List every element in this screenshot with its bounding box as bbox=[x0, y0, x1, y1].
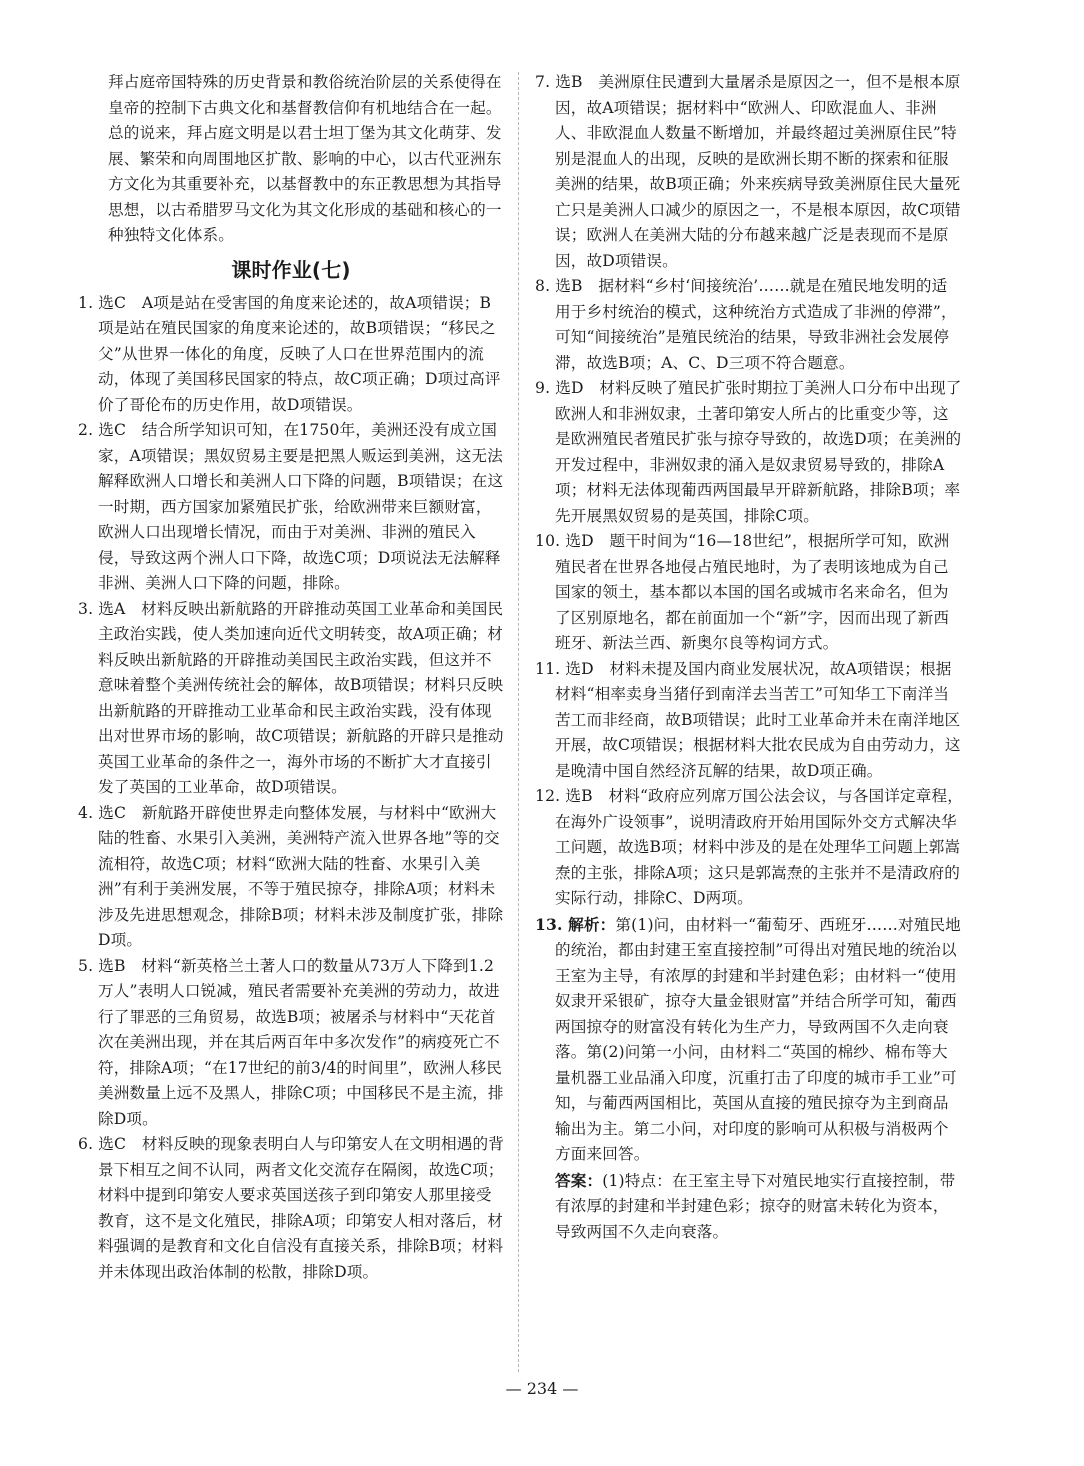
answer-item-7: 7. 选B 美洲原住民遭到大量屠杀是原因之一，但不是根本原因，故A项错误；据材料中“欧洲人、印欧混血人、非洲人、非欧混血人数量不断增加，并最终超过美洲原住民”特别是混血人的出现，反映的是欧洲长期不断的探索和征服美洲的结果，故B项正确；外来疾病导致美洲原住民大量死亡只是美洲人口减少的原因之一，不是根本原因，故C项错误；欧洲人在美洲大陆的分布越来越广泛是表现而不是原因，故D项错误。 bbox=[535, 73, 961, 270]
answer-item-9: 9. 选D 材料反映了殖民扩张时期拉丁美洲人口分布中出现了欧洲人和非洲奴隶，土著印第安人所占的比重变少等，这是欧洲殖民者殖民扩张与掠夺导致的，故选D项；在美洲的开发过程中，非洲奴隶的涌入是奴隶贸易导致的，排除A项；材料无法体现葡西两国最早开辟新航路，排除B项；率先开展黑奴贸易的是英国，排除C项。 bbox=[535, 379, 962, 525]
analysis-label: 13. 解析： bbox=[535, 914, 616, 934]
column-divider bbox=[518, 72, 519, 1372]
answer-text: (1)特点：在王室主导下对殖民地实行直接控制，带有浓厚的封建和半封建色彩；掠夺的财富未转化为资本，导致两国不久走向衰落。 bbox=[555, 1171, 956, 1241]
section-heading: 课时作业(七) bbox=[231, 257, 351, 282]
answer-item-4: 4. 选C 新航路开辟使世界走向整体发展，与材料中“欧洲大陆的牲畜、水果引入美洲，美洲特产流入世界各地”等的交流相符，故选C项；材料“欧洲大陆的牲畜、水果引入美洲”有利于美洲发展，不等于殖民掠夺，排除A项；材料未涉及先进思想观念，排除B项；材料未涉及制度扩张，排除D项。 bbox=[78, 803, 504, 949]
answer-item-5: 5. 选B 材料“新英格兰土著人口的数量从73万人下降到1.2万人”表明人口锐减，殖民者需要补充美洲的劳动力，故进行了罪恶的三角贸易，故选B项；被屠杀与材料中“天花首次在美洲出现，并在其后两百年中多次发作”的病疫死亡不符，排除A项；“在17世纪的前3/4的时间里”，欧洲人移民美洲数量上远不及黑人，排除C项；中国移民不是主流，排除D项。 bbox=[78, 956, 504, 1128]
answer-block bbox=[535, 1168, 963, 1246]
answer-label: 答案： bbox=[555, 1170, 603, 1190]
answer-item-2: 2. 选C 结合所学知识可知，在1750年，美洲还没有成立国家，A项错误；黑奴贸易主要是把黑人贩运到美洲，这无法解释欧洲人口增长和美洲人口下降的问题，B项错误；在这一时期，西方国家加紧殖民扩张，给欧洲带来巨额财富，欧洲人口出现增长情况，而由于对美洲、非洲的殖民入侵，导致这两个洲人口下降，故选C项；D项说法无法解释非洲、美洲人口下降的问题，排除。 bbox=[78, 421, 504, 592]
left-column bbox=[78, 70, 504, 1285]
answer-item-13 bbox=[535, 912, 963, 1168]
answer-item-10: 10. 选D 题干时间为“16—18世纪”，根据所学可知，欧洲殖民者在世界各地侵占殖民地时，为了表明该地成为自己国家的领土，基本都以本国的国名或城市名来命名，但为了区别原地名，都在前面加一个“新”字，因而出现了新西班牙、新法兰西、新奥尔良等构词方式。 bbox=[535, 532, 950, 652]
page-number: — 234 — bbox=[505, 1379, 579, 1398]
right-column bbox=[535, 70, 963, 1245]
intro-paragraph-1: 拜占庭帝国特殊的历史背景和教俗统治阶层的关系使得在皇帝的控制下古典文化和基督教信仰有机地结合在一起。 bbox=[108, 73, 502, 117]
analysis-text: 第(1)问，由材料一“葡萄牙、西班牙……对殖民地的统治，都由封建王室直接控制”可得出对殖民地的统治以王室为主导，有浓厚的封建和半封建色彩；由材料一“使用奴隶开采银矿，掠夺大量金银财富”并结合所学可知，葡西两国掠夺的财富没有转化为生产力，导致两国不久走向衰落。第(2)问第一小问，由材料二“英国的棉纱、棉布等大量机器工业品涌入印度，沉重打击了印度的城市手工业”可知，与葡西两国相比，英国从直接的殖民掠夺为主到商品输出为主。第二小问，对印度的影响可从积极与消极两个方面来回答。 bbox=[555, 915, 961, 1163]
answer-item-8: 8. 选B 据材料“乡村‘间接统治’……就是在殖民地发明的适用于乡村统治的模式，这种统治方式造成了非洲的停滞”，可知“间接统治”是殖民统治的结果，导致非洲社会发展停滞，故选B项；A、C、D三项不符合题意。 bbox=[535, 277, 957, 372]
answer-item-12: 12. 选B 材料“政府应列席万国公法会议，与各国详定章程，在海外广设领事”，说明清政府开始用国际外交方式解决华工问题，故选B项；材料中涉及的是在处理华工问题上郭嵩焘的主张，排除A项；这只是郭嵩焘的主张并不是清政府的实际行动，排除C、D两项。 bbox=[535, 787, 963, 907]
answer-item-1: 1. 选C A项是站在受害国的角度来论述的，故A项错误；B项是站在殖民国家的角度来论述的，故B项错误；“移民之父”从世界一体化的角度，反映了人口在世界范围内的流动，体现了美国移民国家的特点，故C项正确；D项过高评价了哥伦布的历史作用，故D项错误。 bbox=[78, 293, 501, 414]
answer-item-11: 11. 选D 材料未提及国内商业发展状况，故A项错误；根据材料“相率卖身当猪仔到南洋去当苦工”可知华工下南洋当苦工而非经商，故B项错误；此时工业革命并未在南洋地区开展，故C项错误；根据材料大批农民成为自由劳动力，这是晚清中国自然经济瓦解的结果，故D项正确。 bbox=[535, 659, 961, 780]
intro-paragraph-2: 总的说来，拜占庭文明是以君士坦丁堡为其文化萌芽、发展、繁荣和向周围地区扩散、影响的中心，以古代亚洲东方文化为其重要补充，以基督教中的东正教思想为其指导思想，以古希腊罗马文化为其文化形成的基础和核心的一种独特文化体系。 bbox=[108, 124, 502, 244]
answer-item-6: 6. 选C 材料反映的现象表明白人与印第安人在文明相遇的背景下相互之间不认同，两者文化交流存在隔阂，故选C项；材料中提到印第安人要求英国送孩子到印第安人那里接受教育，这不是文化殖民，排除A项；印第安人相对落后，材料强调的是教育和文化自信没有直接关系，排除B项；材料并未体现出政治体制的松散，排除D项。 bbox=[78, 1135, 504, 1281]
answer-item-3: 3. 选A 材料反映出新航路的开辟推动英国工业革命和美国民主政治实践，使人类加速向近代文明转变，故A项正确；材料反映出新航路的开辟推动美国民主政治实践，但这并不意味着整个美洲传统社会的解体，故B项错误；材料只反映出新航路的开辟推动工业革命和民主政治实践，没有体现出对世界市场的影响，故C项错误；新航路的开辟只是推动英国工业革命的条件之一，海外市场的不断扩大才直接引发了英国的工业革命，故D项错误。 bbox=[78, 599, 504, 796]
